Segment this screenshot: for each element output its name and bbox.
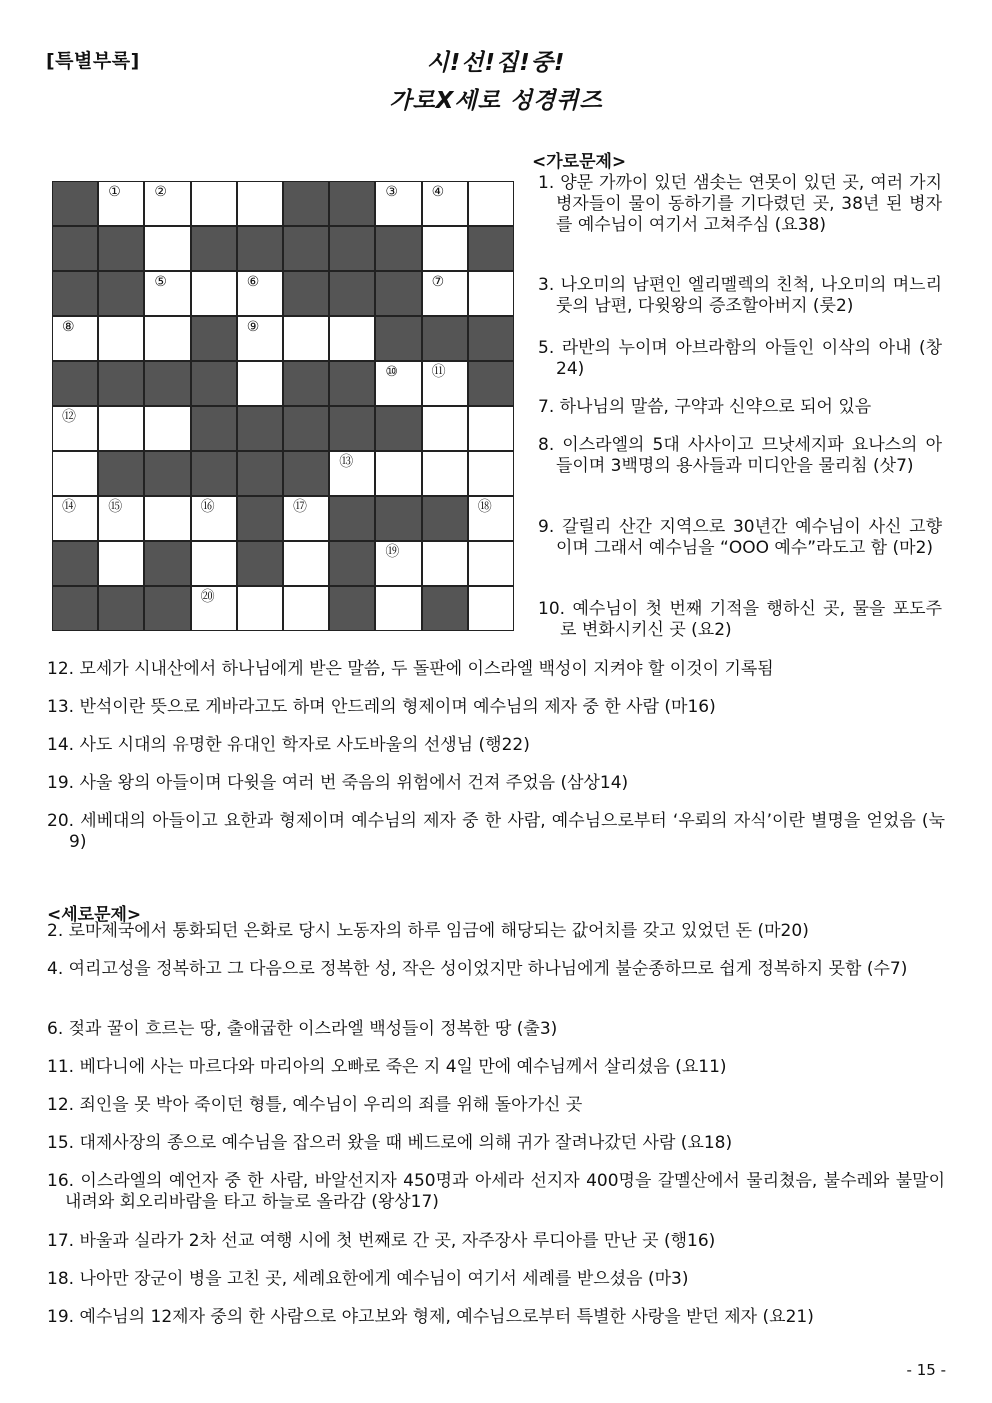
clue-number: ② [154,184,167,200]
crossword-cell-blocked [283,226,329,271]
crossword-cell[interactable] [144,316,190,361]
crossword-cell-blocked [283,271,329,316]
crossword-cell[interactable] [468,181,514,226]
across-clue-5: 5. 라반의 누이며 아브라함의 아들인 이삭의 아내 (창24) [538,338,942,379]
clue-number: ⑫ [62,409,76,425]
supplement-label: [특별부록] [46,50,140,72]
clue-number: ⑳ [200,589,215,605]
crossword-cell-blocked [329,361,375,406]
crossword-cell-blocked [468,316,514,361]
clue-number: ⑤ [154,274,167,290]
crossword-cell-blocked [283,181,329,226]
crossword-cell-blocked [191,361,237,406]
crossword-cell-blocked [191,451,237,496]
crossword-cell-blocked [468,226,514,271]
crossword-cell-blocked [52,226,98,271]
page-subtitle: 가로X세로 성경퀴즈 [389,88,603,114]
across-clue-14: 14. 사도 시대의 유명한 유대인 학자로 사도바울의 선생님 (행22) [47,735,530,755]
crossword-cell[interactable] [468,271,514,316]
down-clue-18: 18. 나아만 장군이 병을 고친 곳, 세례요한에게 예수님이 여기서 세례를 받으셨음 (마3) [47,1269,689,1289]
crossword-cell-blocked [375,226,421,271]
clue-number: ⑨ [246,319,260,335]
crossword-cell[interactable] [98,181,144,226]
clue-number: ⑪ [431,364,446,380]
crossword-cell-blocked [237,451,283,496]
down-clue-17: 17. 바울과 실라가 2차 선교 여행 시에 첫 번째로 간 곳, 자주장사 루디아를 만난 곳 (행16) [47,1231,716,1251]
down-clue-6: 6. 젖과 꿀이 흐르는 땅, 출애굽한 이스라엘 백성들이 정복한 땅 (출3) [47,1019,558,1039]
crossword-cell[interactable] [468,496,514,541]
crossword-cell[interactable] [468,541,514,586]
crossword-cell-blocked [329,586,375,631]
crossword-cell[interactable] [375,541,421,586]
crossword-cell[interactable] [329,451,375,496]
crossword-cell-blocked [52,181,98,226]
crossword-cell-blocked [191,226,237,271]
clue-number: ⑱ [477,499,492,515]
crossword-cell-blocked [98,271,144,316]
crossword-cell[interactable] [191,181,237,226]
crossword-cell[interactable] [283,316,329,361]
crossword-cell-blocked [375,406,421,451]
down-clue-4: 4. 여리고성을 정복하고 그 다음으로 정복한 성, 작은 성이었지만 하나님에게 불순종하므로 쉽게 정복하지 못함 (수7) [47,959,908,979]
crossword-cell-blocked [329,541,375,586]
crossword-cell-blocked [52,541,98,586]
clue-number: ⑮ [108,499,123,515]
crossword-cell-blocked [329,496,375,541]
crossword-cell[interactable] [191,496,237,541]
crossword-cell[interactable] [283,541,329,586]
crossword-cell-blocked [329,271,375,316]
crossword-cell[interactable] [191,586,237,631]
crossword-cell[interactable] [375,181,421,226]
crossword-cell-blocked [422,316,468,361]
crossword-cell[interactable] [237,361,283,406]
crossword-cell[interactable] [98,541,144,586]
crossword-cell[interactable] [375,451,421,496]
crossword-cell[interactable] [329,316,375,361]
crossword-cell-blocked [52,586,98,631]
across-clue-1: 1. 양문 가까이 있던 샘솟는 연못이 있던 곳, 여러 가지 병자들이 물이 동하기를 기다렸던 곳, 38년 된 병자를 예수님이 여기서 고쳐주심 (요38) [538,173,942,235]
down-clue-15: 15. 대제사장의 종으로 예수님을 잡으러 왔을 때 베드로에 의해 귀가 잘려나갔던 사람 (요18) [47,1133,733,1153]
crossword-grid [52,181,514,631]
clue-number: ⑯ [200,499,215,515]
clue-number: ⑬ [339,454,354,470]
crossword-cell[interactable] [237,271,283,316]
across-clue-19: 19. 사울 왕의 아들이며 다윗을 여러 번 죽음의 위험에서 건져 주었음 (삼상14) [47,773,629,793]
crossword-cell[interactable] [144,181,190,226]
crossword-cell-blocked [237,541,283,586]
crossword-cell[interactable] [52,316,98,361]
crossword-cell-blocked [375,271,421,316]
across-clue-13: 13. 반석이란 뜻으로 게바라고도 하며 안드레의 형제이며 예수님의 제자 중 한 사람 (마16) [47,697,716,717]
crossword-cell[interactable] [468,451,514,496]
crossword-cell-blocked [237,226,283,271]
page-number: - 15 - [906,1361,946,1379]
crossword-cell-blocked [98,451,144,496]
crossword-cell[interactable] [191,541,237,586]
down-section-title: <세로문제> [47,905,142,925]
crossword-cell-blocked [237,406,283,451]
down-clue-19: 19. 예수님의 12제자 중의 한 사람으로 야고보와 형제, 예수님으로부터 특별한 사랑을 받던 제자 (요21) [47,1307,814,1327]
down-clue-12: 12. 죄인을 못 박아 죽이던 형틀, 예수님이 우리의 죄를 위해 돌아가신 곳 [47,1095,583,1115]
crossword-cell[interactable] [375,586,421,631]
crossword-cell-blocked [191,316,237,361]
crossword-cell[interactable] [283,586,329,631]
crossword-cell-blocked [329,181,375,226]
crossword-cell-blocked [98,586,144,631]
clue-number: ⑥ [246,274,260,290]
crossword-cell-blocked [191,406,237,451]
crossword-cell[interactable] [52,406,98,451]
across-clue-12: 12. 모세가 시내산에서 하나님에게 받은 말씀, 두 돌판에 이스라엘 백성이 지켜야 할 이것이 기록됨 [47,659,774,679]
crossword-cell[interactable] [422,226,468,271]
crossword-cell-blocked [283,451,329,496]
crossword-cell[interactable] [144,406,190,451]
crossword-cell[interactable] [283,496,329,541]
crossword-cell[interactable] [237,316,283,361]
crossword-cell-blocked [329,226,375,271]
crossword-cell[interactable] [375,361,421,406]
crossword-cell[interactable] [422,361,468,406]
crossword-cell[interactable] [144,271,190,316]
across-clue-10: 10. 예수님이 첫 번째 기적을 행하신 곳, 물을 포도주로 변화시키신 곳 (요2) [538,599,942,640]
across-clue-20: 20. 세베대의 아들이고 요한과 형제이며 예수님의 제자 중 한 사람, 예수님으로부터 ‘우뢰의 자식’이란 별명을 얻었음 (눅9) [47,811,945,852]
down-clue-2: 2. 로마제국에서 통화되던 은화로 당시 노동자의 하루 임금에 해당되는 값어치를 갖고 있었던 돈 (마20) [47,921,809,941]
crossword-cell-blocked [237,496,283,541]
crossword-cell[interactable] [98,316,144,361]
clue-number: ⑩ [385,364,398,380]
crossword-cell-blocked [144,361,190,406]
down-clue-11: 11. 베다니에 사는 마르다와 마리아의 오빠로 죽은 지 4일 만에 예수님께서 살리셨음 (요11) [47,1057,727,1077]
across-section-title: <가로문제> [532,152,627,172]
crossword-cell[interactable] [144,496,190,541]
crossword-cell-blocked [329,406,375,451]
crossword-cell[interactable] [98,496,144,541]
crossword-cell[interactable] [98,406,144,451]
clue-number: ④ [431,184,445,200]
crossword-cell[interactable] [422,271,468,316]
crossword-cell-blocked [375,316,421,361]
crossword-cell-blocked [283,361,329,406]
crossword-cell-blocked [468,361,514,406]
crossword-cell[interactable] [52,496,98,541]
crossword-cell[interactable] [422,406,468,451]
crossword-cell-blocked [422,586,468,631]
crossword-cell-blocked [144,541,190,586]
crossword-cell[interactable] [237,586,283,631]
crossword-cell-blocked [52,361,98,406]
across-clue-7: 7. 하나님의 말씀, 구약과 신약으로 되어 있음 [538,397,872,417]
crossword-cell[interactable] [468,586,514,631]
crossword-cell-blocked [283,406,329,451]
down-clue-16: 16. 이스라엘의 예언자 중 한 사람, 바알선지자 450명과 아세라 선지자 400명을 갈멜산에서 물리쳤음, 불수레와 불말이 내려와 회오리바람을 타고 하늘로 올라감 (왕상17) [47,1171,945,1212]
clue-number: ⑦ [431,274,445,290]
clue-number: ⑭ [62,499,76,515]
clue-number: ⑰ [293,499,307,515]
clue-number: ③ [385,184,398,200]
clue-number: ⑧ [62,319,75,335]
crossword-cell[interactable] [144,226,190,271]
crossword-cell-blocked [144,586,190,631]
across-clue-3: 3. 나오미의 남편인 엘리멜렉의 친척, 나오미의 며느리 룻의 남편, 다윗왕의 증조할아버지 (룻2) [538,275,942,316]
crossword-cell-blocked [422,496,468,541]
crossword-cell[interactable] [191,271,237,316]
across-clue-8: 8. 이스라엘의 5대 사사이고 므낫세지파 요나스의 아들이며 3백명의 용사들과 미디안을 물리침 (삿7) [538,435,942,476]
crossword-cell-blocked [98,226,144,271]
clue-number: ① [108,184,121,200]
page-title: 시!선!집!중! [426,50,566,76]
crossword-cell[interactable] [422,451,468,496]
crossword-cell[interactable] [52,451,98,496]
crossword-cell[interactable] [237,181,283,226]
crossword-cell[interactable] [422,541,468,586]
clue-number: ⑲ [385,544,400,560]
crossword-cell[interactable] [468,406,514,451]
crossword-cell-blocked [375,496,421,541]
crossword-cell[interactable] [422,181,468,226]
across-clue-9: 9. 갈릴리 산간 지역으로 30년간 예수님이 사신 고향이며 그래서 예수님을 “OOO 예수”라도고 함 (마2) [538,517,942,558]
crossword-cell-blocked [144,451,190,496]
crossword-cell-blocked [98,361,144,406]
crossword-cell-blocked [52,271,98,316]
